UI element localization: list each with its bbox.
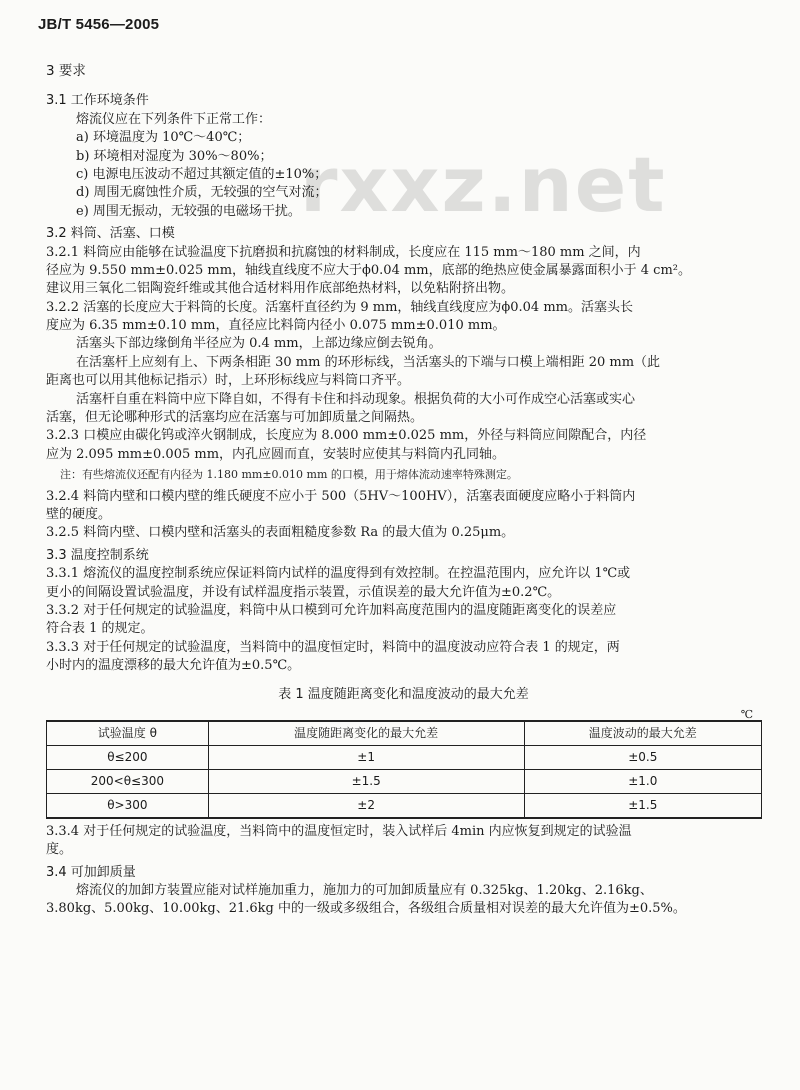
- table-row: [47, 745, 762, 769]
- note: 注：有些熔流仪还配有内径为 1.180 mm±0.010 mm 的口模，用于熔体流动速率特殊测定。: [60, 468, 518, 482]
- paragraph-line: 壁的硬度。: [46, 506, 112, 522]
- paragraph-line: 小时内的温度漂移的最大允许值为±0.5℃。: [46, 658, 301, 674]
- table-cell: ±1.5: [524, 793, 761, 818]
- paragraph-line: 活塞，但无论哪种形式的活塞均应在活塞与可加卸质量之间隔热。: [46, 410, 424, 426]
- table-row: [47, 793, 762, 818]
- table-cell: ±2: [208, 793, 524, 818]
- watermark: rxxz.net: [300, 140, 667, 229]
- list-item: e) 周围无振动，无较强的电磁场干扰。: [76, 203, 301, 219]
- table-cell: ±1.5: [208, 769, 524, 793]
- tolerance-table: [46, 720, 762, 819]
- paragraph-3-2-2: 3.2.2 活塞的长度应大于料筒的长度。活塞杆直径约为 9 mm，轴线直线度应为ϕ0.04 mm。活塞头长: [46, 299, 633, 315]
- paragraph-line: 活塞头下部边缘倒角半径应为 0.4 mm，上部边缘应倒去锐角。: [76, 336, 442, 352]
- standard-code: JB/T 5456—2005: [38, 16, 160, 33]
- section-title: 3 要求: [46, 63, 86, 79]
- table-cell: ±1: [208, 745, 524, 769]
- list-item: b) 环境相对湿度为 30%～80%；: [76, 148, 273, 164]
- list-item: d) 周围无腐蚀性介质，无较强的空气对流；: [76, 185, 328, 201]
- paragraph: 熔流仪应在下列条件下正常工作：: [76, 111, 272, 127]
- table-unit: ℃: [740, 707, 753, 721]
- paragraph-line: 径应为 9.550 mm±0.025 mm，轴线直线度不应大于ϕ0.04 mm，底部的绝热应使金属暴露面积小于 4 cm²。: [46, 262, 691, 278]
- subsection-title-3-2: 3.2 料筒、活塞、口模: [46, 226, 175, 242]
- paragraph-line: 活塞杆自重在料筒中应下降自如，不得有卡住和抖动现象。根据负荷的大小可作成空心活塞或实心: [76, 391, 636, 407]
- paragraph-line: 应为 2.095 mm±0.005 mm，内孔应圆而直，安装时应使其与料筒内孔同轴。: [46, 446, 506, 462]
- table-header-cell: 温度随距离变化的最大允差: [208, 721, 524, 746]
- document-body: [46, 60, 761, 919]
- paragraph-3-2-4: 3.2.4 料筒内壁和口模内壁的维氏硬度不应小于 500（5HV～100HV），活塞表面硬度应略小于料筒内: [46, 488, 636, 504]
- paragraph-3-3-3: 3.3.3 对于任何规定的试验温度，当料筒中的温度恒定时，料筒中的温度波动应符合表 1 的规定，两: [46, 639, 620, 655]
- table-cell: ±0.5: [524, 745, 761, 769]
- subsection-title-3-4: 3.4 可加卸质量: [46, 864, 136, 880]
- paragraph-3-4: 熔流仪的加卸方装置应能对试样施加重力，施加力的可加卸质量应有 0.325kg、1.20kg、2.16kg、: [76, 883, 653, 899]
- table-header-cell: 试验温度 θ: [47, 721, 209, 746]
- table-cell: θ≤200: [47, 745, 209, 769]
- table-cell: θ>300: [47, 793, 209, 818]
- table-cell: ±1.0: [524, 769, 761, 793]
- paragraph-3-2-1: 3.2.1 料筒应由能够在试验温度下抗磨损和抗腐蚀的材料制成，长度应在 115 mm～180 mm 之间，内: [46, 244, 641, 260]
- table-row: [47, 769, 762, 793]
- table-title: 表 1 温度随距离变化和温度波动的最大允差: [278, 686, 529, 702]
- paragraph-3-3-1: 3.3.1 熔流仪的温度控制系统应保证料筒内试样的温度得到有效控制。在控温范围内，应允许以 1℃或: [46, 566, 631, 582]
- subsection-title-3-3: 3.3 温度控制系统: [46, 547, 149, 563]
- paragraph-line: 符合表 1 的规定。: [46, 621, 154, 637]
- table-header-cell: 温度波动的最大允差: [524, 721, 761, 746]
- list-item: c) 电源电压波动不超过其额定值的±10%；: [76, 166, 328, 182]
- paragraph-line: 建议用三氧化二铝陶瓷纤维或其他合适材料用作底部绝热材料，以免粘附挤出物。: [46, 281, 515, 297]
- list-item: a) 环境温度为 10℃～40℃；: [76, 130, 251, 146]
- paragraph-line: 度应为 6.35 mm±0.10 mm，直径应比料筒内径小 0.075 mm±0.010 mm。: [46, 318, 506, 334]
- paragraph-line: 更小的间隔设置试验温度，并设有试样温度指示装置，示值误差的最大允许值为±0.2℃。: [46, 584, 561, 600]
- table-cell: 200<θ≤300: [47, 769, 209, 793]
- paragraph-3-3-4: 3.3.4 对于任何规定的试验温度，当料筒中的温度恒定时，装入试样后 4min 内应恢复到规定的试验温: [46, 823, 632, 839]
- table-header-row: [47, 721, 762, 746]
- paragraph-line: 距离也可以用其他标记指示）时，上环形标线应与料筒口齐平。: [46, 373, 411, 389]
- paragraph-3-3-2: 3.3.2 对于任何规定的试验温度，料筒中从口模到可允许加料高度范围内的温度随距离变化的误差应: [46, 602, 617, 618]
- paragraph-3-2-5: 3.2.5 料筒内壁、口模内壁和活塞头的表面粗糙度参数 Ra 的最大值为 0.25μm。: [46, 525, 515, 541]
- subsection-title-3-1: 3.1 工作环境条件: [46, 93, 149, 109]
- paragraph-3-2-3: 3.2.3 口模应由碳化钨或淬火钢制成，长度应为 8.000 mm±0.025 mm，外径与料筒应间隙配合，内径: [46, 428, 647, 444]
- paragraph-line: 度。: [46, 842, 73, 858]
- paragraph-line: 在活塞杆上应刻有上、下两条相距 30 mm 的环形标线，当活塞头的下端与口模上端相距 20 mm（此: [76, 354, 661, 370]
- paragraph-line: 3.80kg、5.00kg、10.00kg、21.6kg 中的一级或多级组合，各级组合质量相对误差的最大允许值为±0.5%。: [46, 901, 686, 917]
